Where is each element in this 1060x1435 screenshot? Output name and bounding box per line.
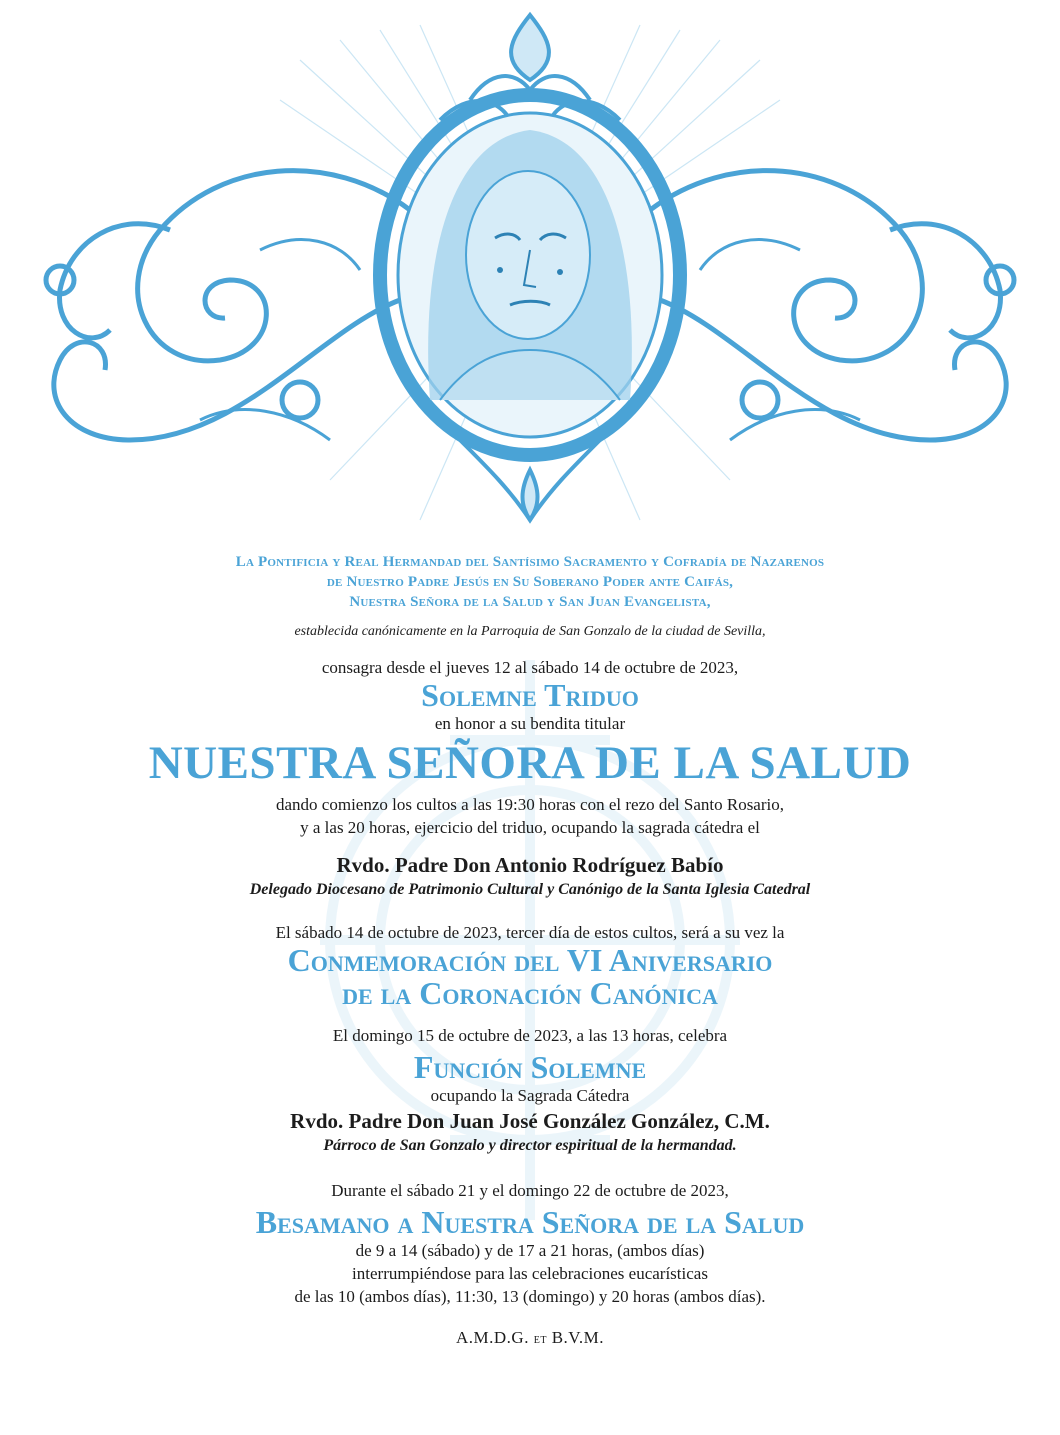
besamano-title: Besamano a Nuestra Señora de la Salud [255, 1204, 805, 1240]
hermandad-line-2: de Nuestro Padre Jesús en Su Soberano Poder ante Caifás, [326, 574, 734, 590]
besamano-hours: de 9 a 14 (sábado) y de 17 a 21 horas, (ambos días) [355, 1241, 705, 1260]
triduo-preacher: Rvdo. Padre Don Antonio Rodríguez Babío [336, 853, 724, 877]
funcion-preacher: Rvdo. Padre Don Juan José González González, C.M. [290, 1109, 770, 1133]
et-text: et [533, 1332, 547, 1347]
main-text [0, 552, 1060, 1348]
right-scroll-ornament [650, 171, 1014, 440]
hermandad-name [0, 552, 1060, 612]
amdg-footer [0, 1328, 1060, 1348]
titular-name: NUESTRA SEÑORA DE LA SALUD [148, 737, 912, 789]
triduo-times-2: y a las 20 horas, ejercicio del triduo, ocupando la sagrada cátedra el [300, 818, 760, 837]
funcion-intro: El domingo 15 de octubre de 2023, a las 13 horas, celebra [332, 1026, 728, 1045]
virgin-medallion-ornament [0, 0, 1060, 540]
besamano-intro: Durante el sábado 21 y el domingo 22 de octubre de 2023, [331, 1181, 729, 1200]
bvm-text: B.V.M. [551, 1328, 604, 1347]
funcion-preacher-role: Párroco de San Gonzalo y director espiritual de la hermandad. [323, 1137, 737, 1154]
aniversario-title-2: de la Coronación Canónica [342, 975, 718, 1011]
funcion-catedra: ocupando la Sagrada Cátedra [430, 1086, 630, 1105]
besamano-interrupt: interrumpiéndose para las celebraciones eucarísticas [352, 1264, 708, 1283]
triduo-title: Solemne Triduo [421, 677, 639, 713]
amdg-text: A.M.D.G. [456, 1328, 529, 1347]
besamano-masses: de las 10 (ambos días), 11:30, 13 (domingo) y 20 horas (ambos días). [294, 1287, 766, 1306]
triduo-honor: en honor a su bendita titular [434, 714, 626, 733]
hermandad-line-1: La Pontificia y Real Hermandad del Santísimo Sacramento y Cofradía de Nazarenos [235, 554, 825, 570]
aniversario-title-1: Conmemoración del VI Aniversario [287, 942, 773, 978]
triduo-times-1: dando comienzo los cultos a las 19:30 horas con el rezo del Santo Rosario, [276, 795, 784, 814]
triduo-intro: consagra desde el jueves 12 al sábado 14 de octubre de 2023, [321, 658, 739, 677]
establecida-text: establecida canónicamente en la Parroquia de San Gonzalo de la ciudad de Sevilla, [294, 624, 766, 639]
left-scroll-ornament [46, 171, 410, 440]
funcion-title: Función Solemne [413, 1049, 647, 1085]
triduo-preacher-role: Delegado Diocesano de Patrimonio Cultural y Canónigo de la Santa Iglesia Catedral [249, 881, 811, 898]
aniversario-intro: El sábado 14 de octubre de 2023, tercer día de estos cultos, será a su vez la [275, 923, 785, 942]
hermandad-line-3: Nuestra Señora de la Salud y San Juan Evangelista, [349, 594, 711, 610]
